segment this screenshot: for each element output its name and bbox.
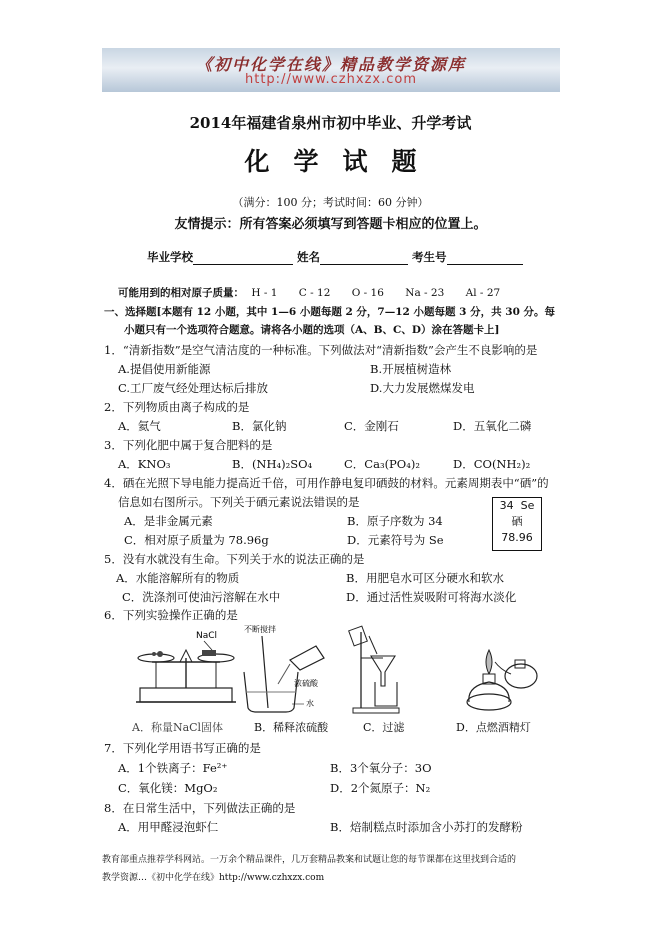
id-label: 考生号 (412, 250, 447, 264)
footer-line2[interactable]: 教学资源…《初中化学在线》http://www.czhxzx.com (102, 873, 325, 883)
q4-option-d[interactable]: D．元素符号为 Se (347, 533, 444, 547)
selenium-element-card (492, 497, 542, 551)
q6-stem: 6．下列实验操作正确的是 (104, 608, 238, 622)
exam-title: 2014年福建省泉州市初中毕业、升学考试 (189, 114, 472, 132)
q8-stem: 8．在日常生活中，下列做法正确的是 (104, 801, 296, 815)
q6-option-d[interactable]: D．点燃酒精灯 (456, 721, 531, 734)
id-field[interactable] (447, 252, 523, 265)
atomic-mass-item: C - 12 (298, 287, 331, 299)
q5-option-d[interactable]: D．通过活性炭吸附可将海水淡化 (346, 590, 517, 604)
q6-option-b[interactable]: B．稀释浓硫酸 (254, 721, 329, 734)
atomic-mass-item: H - 1 (251, 287, 278, 299)
school-label: 毕业学校 (147, 250, 193, 264)
acid-label: 浓硫酸 (294, 679, 318, 688)
q8-option-b[interactable]: B．焙制糕点时添加含小苏打的发酵粉 (330, 820, 523, 834)
q2-option-a[interactable]: A．氦气 (118, 419, 161, 433)
element-name: 硒 (511, 515, 523, 528)
footer (102, 851, 572, 887)
nacl-label: NaCl (196, 631, 218, 641)
q5-option-c[interactable]: C．洗涤剂可使油污溶解在水中 (122, 590, 281, 604)
school-field[interactable] (193, 252, 293, 265)
q7-option-a[interactable]: A．1个铁离子：Fe²⁺ (118, 761, 228, 775)
atomic-masses-label: 可能用到的相对原子质量： (118, 287, 244, 299)
q8-option-a[interactable]: A．用甲醛浸泡虾仁 (118, 820, 219, 834)
subject-title: 化学试题 (244, 147, 441, 176)
q2-stem: 2．下列物质由离子构成的是 (104, 400, 250, 414)
q6-option-c[interactable]: C．过滤 (363, 721, 405, 734)
stir-label: 不断搅拌 (244, 625, 276, 634)
banner-url[interactable]: http://www.czhxzx.com (245, 72, 417, 87)
q4-stem-line2: 信息如右图所示。下列关于硒元素说法错误的是 (118, 495, 360, 509)
q5-option-a[interactable]: A．水能溶解所有的物质 (116, 571, 240, 585)
q3-option-c[interactable]: C．Ca₃(PO₄)₂ (344, 457, 420, 471)
q2-option-b[interactable]: B．氯化钠 (232, 419, 287, 433)
q1-option-b[interactable]: B.开展植树造林 (370, 362, 452, 376)
q4-option-a[interactable]: A．是非金属元素 (124, 514, 213, 528)
q6-option-a[interactable]: A．称量NaCl固体 (132, 721, 224, 734)
q1-stem: 1．“清新指数”是空气清洁度的一种标准。下列做法对“清新指数”会产生不良影响的是 (104, 343, 538, 357)
q4-stem-line1: 4．硒在光照下导电能力提高近千倍，可用作静电复印硒鼓的材料。元素周期表中“硒”的 (104, 476, 549, 490)
q7-option-c[interactable]: C．氧化镁：MgO₂ (118, 781, 218, 795)
name-field[interactable] (320, 252, 408, 265)
q5-option-b[interactable]: B．用肥皂水可区分硬水和软水 (346, 571, 504, 585)
q4-option-c[interactable]: C．相对原子质量为 78.96g (124, 533, 269, 547)
element-number-symbol: 34 Se (499, 499, 535, 512)
name-label: 姓名 (297, 250, 321, 264)
q1-option-d[interactable]: D.大力发展燃煤发电 (370, 381, 475, 395)
header-banner (102, 48, 560, 92)
q4-option-b[interactable]: B．原子序数为 34 (347, 514, 443, 528)
section1-line2: 小题只有一个选项符合题意。请将各小题的选项（A、B、C、D）涂在答题卡上] (124, 324, 500, 336)
student-info-row (147, 249, 523, 265)
q3-stem: 3．下列化肥中属于复合肥料的是 (104, 438, 273, 452)
q2-option-d[interactable]: D．五氧化二磷 (453, 419, 532, 433)
banner-title: 《初中化学在线》精品教学资源库 (195, 55, 466, 74)
q7-option-b[interactable]: B．3个氧分子：3O (330, 761, 432, 775)
q3-option-b[interactable]: B．(NH₄)₂SO₄ (232, 457, 313, 471)
friendly-tip: 友情提示：所有答案必须填写到答题卡相应的位置上。 (174, 217, 487, 232)
exam-info: （满分：100 分；考试时间：60 分钟） (232, 196, 429, 209)
water-label: 水 (306, 699, 314, 708)
section1-line1: 一、选择题[本题有 12 小题，其中 1—6 小题每题 2 分，7—12 小题每题 3 分，共 30 分。每 (104, 306, 556, 318)
q3-option-a[interactable]: A．KNO₃ (118, 457, 171, 471)
atomic-mass-item: Na - 23 (405, 287, 445, 299)
q1-option-a[interactable]: A.提倡使用新能源 (118, 362, 211, 376)
dilution-figure (234, 624, 334, 716)
balance-figure (132, 628, 242, 714)
footer-line1: 教育部重点推荐学科网站。一万余个精品课件，几万套精品教案和试题让您的每节课都在这里找到合适的 (102, 855, 517, 865)
alcohol-lamp-figure (455, 630, 545, 716)
atomic-mass-item: O - 16 (351, 287, 384, 299)
q5-stem: 5．没有水就没有生命。下列关于水的说法正确的是 (104, 552, 365, 566)
atomic-mass-item: Al - 27 (465, 287, 501, 299)
q1-option-c[interactable]: C.工厂废气经处理达标后排放 (118, 381, 269, 395)
q3-option-d[interactable]: D．CO(NH₂)₂ (453, 457, 531, 471)
atomic-masses (118, 285, 500, 300)
element-mass: 78.96 (501, 531, 533, 544)
filtration-figure (347, 622, 417, 716)
q2-option-c[interactable]: C．金刚石 (344, 419, 399, 433)
q7-option-d[interactable]: D．2个氮原子：N₂ (330, 781, 431, 795)
q7-stem: 7．下列化学用语书写正确的是 (104, 741, 261, 755)
